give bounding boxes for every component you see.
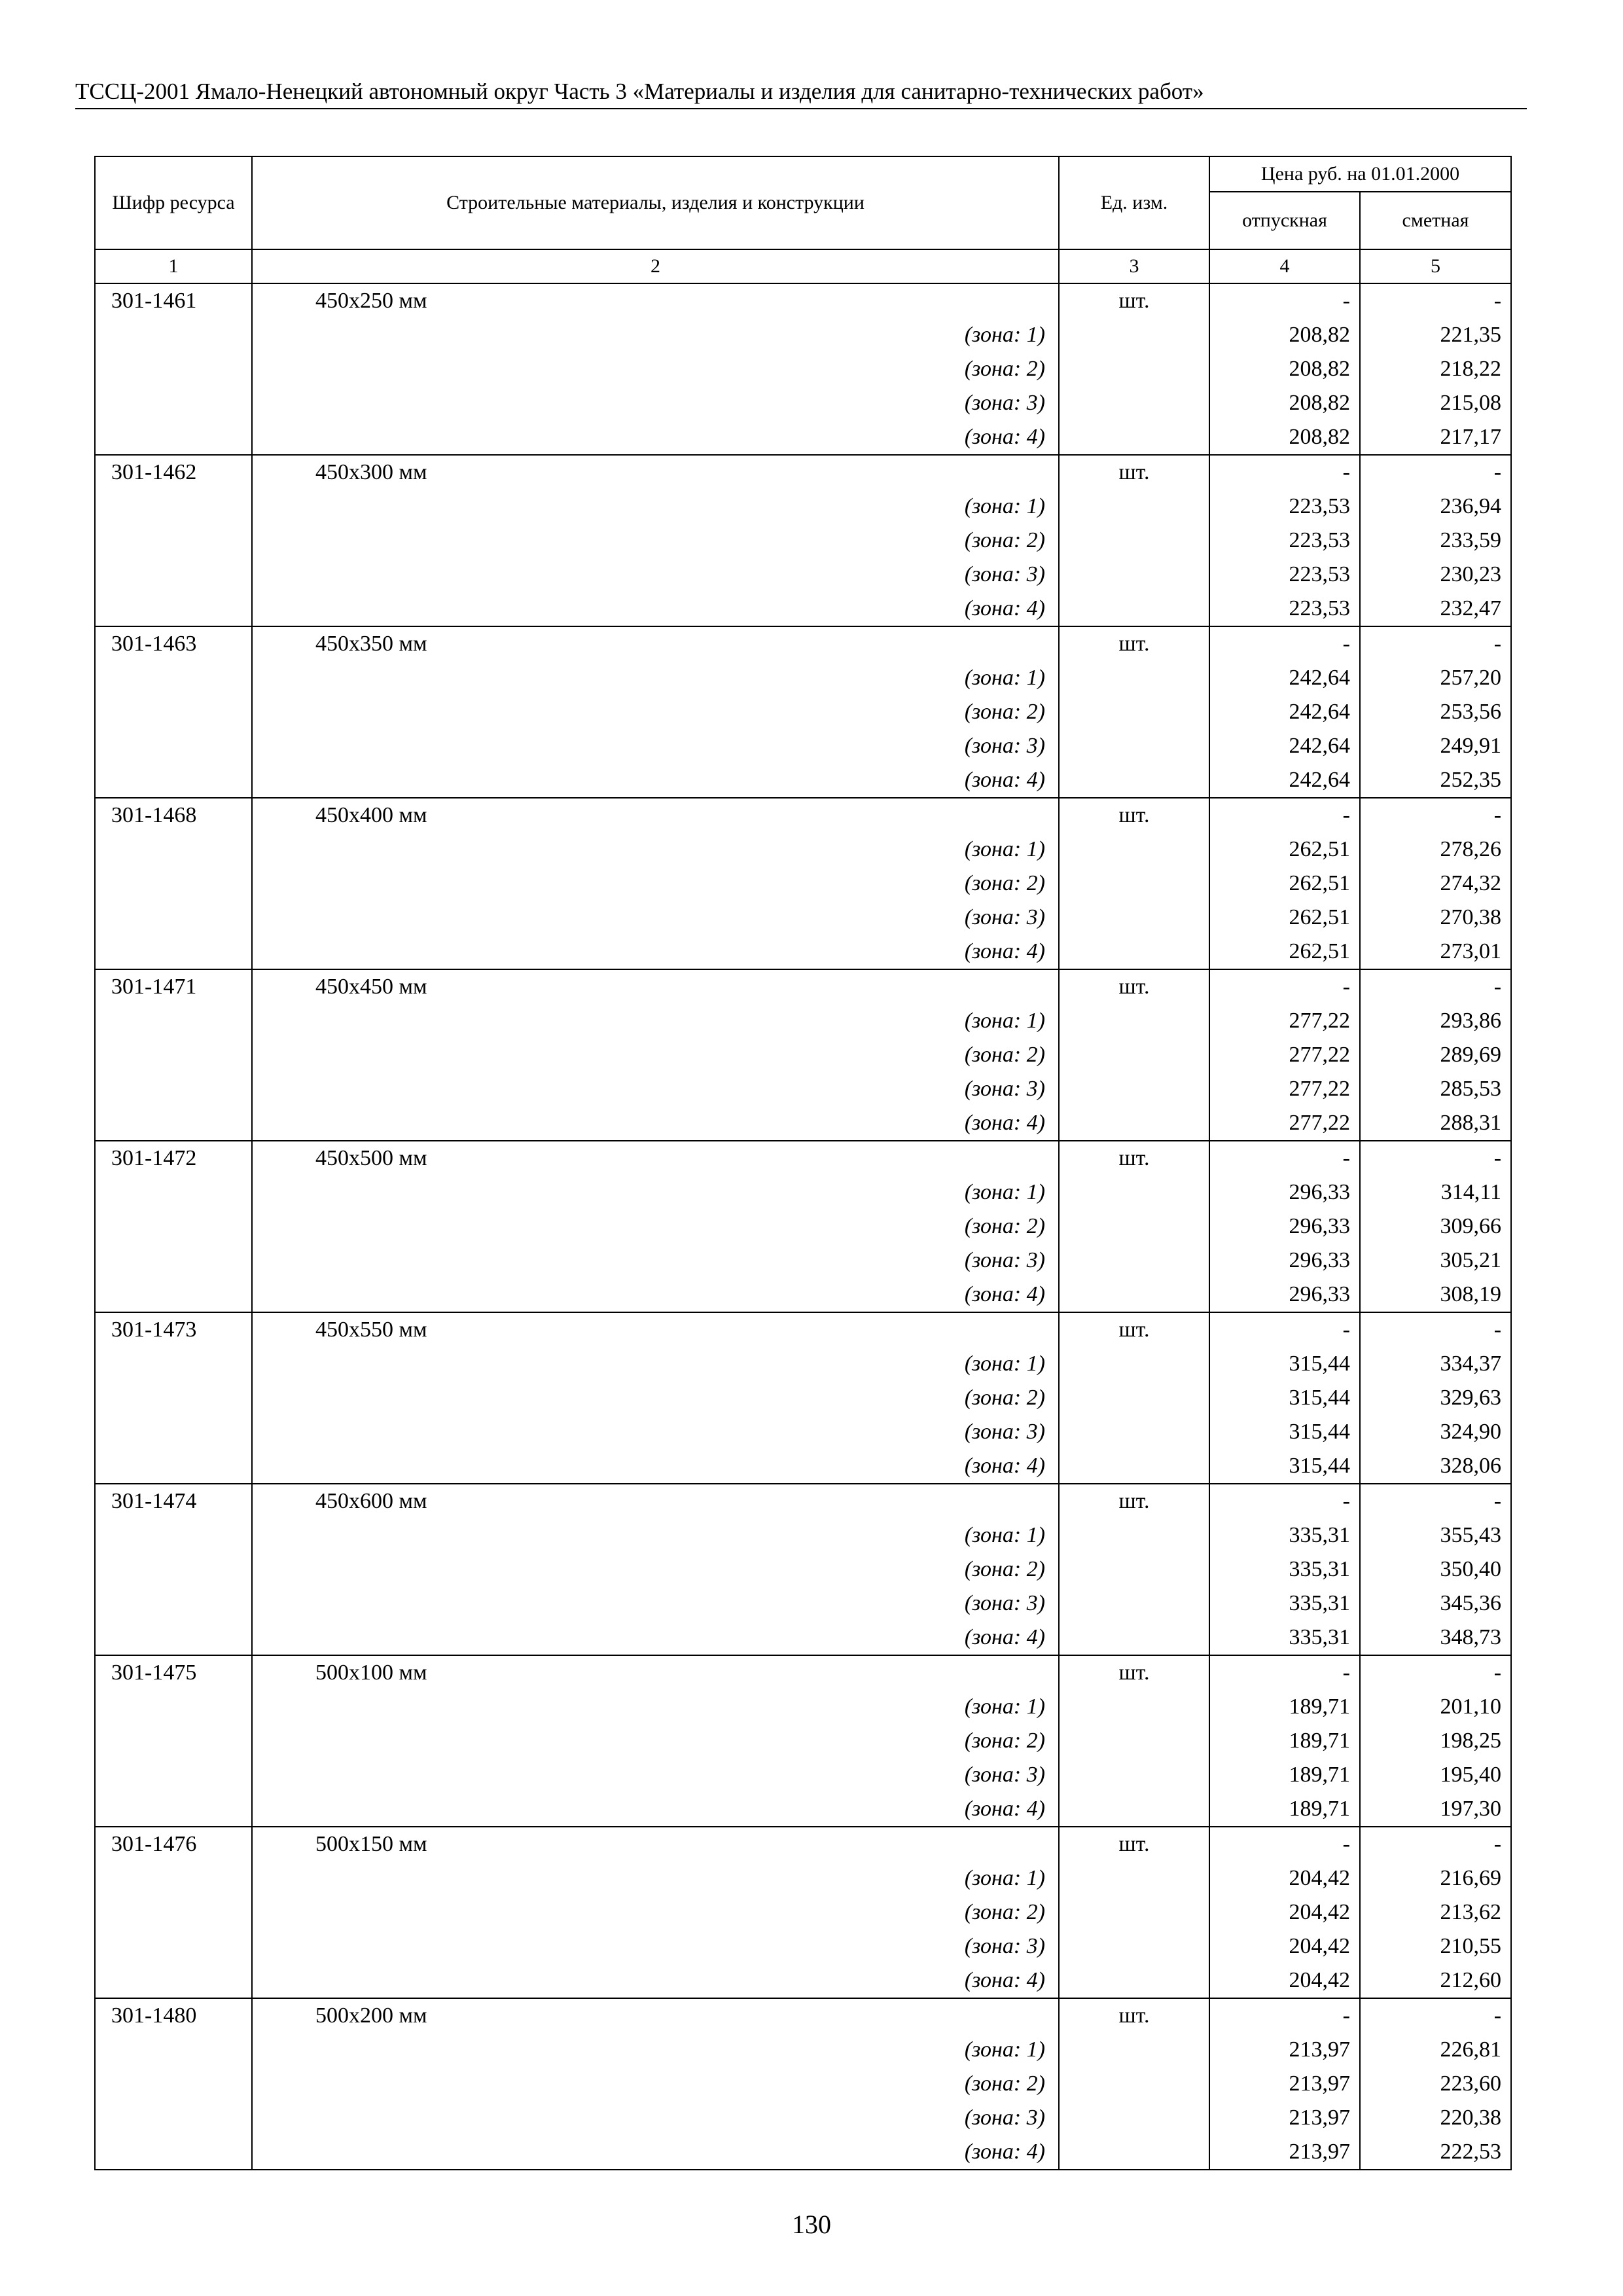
release-price: 223,53 bbox=[1289, 562, 1350, 586]
zone-label: (зона: 2) bbox=[964, 1729, 1045, 1753]
estimate-price: 222,53 bbox=[1440, 2140, 1502, 2164]
table-row bbox=[95, 1484, 1511, 1655]
release-price-cell bbox=[1209, 1312, 1360, 1484]
estimate-price: 210,55 bbox=[1440, 1934, 1502, 1958]
table-row bbox=[95, 1827, 1511, 1998]
zone-label: (зона: 3) bbox=[964, 562, 1045, 586]
zone-label: (зона: 3) bbox=[964, 905, 1045, 929]
resource-code-cell bbox=[95, 1998, 252, 2170]
release-price-cell bbox=[1209, 1998, 1360, 2170]
resource-code-cell bbox=[95, 798, 252, 969]
table-row bbox=[95, 626, 1511, 798]
release-price: 277,22 bbox=[1289, 1009, 1350, 1033]
unit-value: шт. bbox=[1118, 1146, 1150, 1170]
estimate-price: 285,53 bbox=[1440, 1077, 1502, 1101]
resource-code-cell bbox=[95, 626, 252, 798]
zone-label: (зона: 1) bbox=[964, 1009, 1045, 1033]
resource-code-cell bbox=[95, 1484, 252, 1655]
price-table bbox=[94, 156, 1512, 2170]
resource-code-cell bbox=[95, 1827, 252, 1998]
unit-value: шт. bbox=[1118, 803, 1150, 827]
estimate-price: 329,63 bbox=[1440, 1386, 1502, 1410]
material-name-cell bbox=[252, 1655, 1059, 1827]
release-price: 189,71 bbox=[1289, 1763, 1350, 1787]
estimate-price: 345,36 bbox=[1440, 1591, 1502, 1615]
zone-label: (зона: 3) bbox=[964, 734, 1045, 758]
release-price-cell bbox=[1209, 798, 1360, 969]
release-price: 262,51 bbox=[1289, 837, 1350, 861]
release-price: 315,44 bbox=[1289, 1454, 1350, 1478]
release-price: 242,64 bbox=[1289, 734, 1350, 758]
estimate-price-cell bbox=[1360, 798, 1511, 969]
material-name: 450x400 мм bbox=[315, 803, 427, 827]
material-name: 450x250 мм bbox=[315, 289, 427, 313]
unit-cell bbox=[1059, 1141, 1209, 1312]
release-price: 262,51 bbox=[1289, 905, 1350, 929]
zone-label: (зона: 3) bbox=[964, 2106, 1045, 2130]
release-price: - bbox=[1342, 289, 1350, 313]
resource-code-cell bbox=[95, 1655, 252, 1827]
material-name: 450x350 мм bbox=[315, 632, 427, 656]
unit-value: шт. bbox=[1118, 460, 1150, 484]
material-name-cell bbox=[252, 1312, 1059, 1484]
unit-value: шт. bbox=[1118, 289, 1150, 313]
unit-cell bbox=[1059, 283, 1209, 455]
release-price-cell bbox=[1209, 283, 1360, 455]
table-row bbox=[95, 455, 1511, 626]
zone-label: (зона: 3) bbox=[964, 1248, 1045, 1272]
estimate-price-cell bbox=[1360, 1141, 1511, 1312]
release-price: - bbox=[1342, 1832, 1350, 1856]
estimate-price: 232,47 bbox=[1440, 596, 1502, 620]
column-number: 5 bbox=[1360, 249, 1511, 283]
table-row bbox=[95, 1998, 1511, 2170]
zone-label: (зона: 1) bbox=[964, 1695, 1045, 1719]
estimate-price: 215,08 bbox=[1440, 391, 1502, 415]
material-name-cell bbox=[252, 1141, 1059, 1312]
release-price: 296,33 bbox=[1289, 1214, 1350, 1238]
resource-code: 301-1468 bbox=[111, 803, 197, 827]
resource-code-cell bbox=[95, 969, 252, 1141]
resource-code: 301-1462 bbox=[111, 460, 197, 484]
zone-label: (зона: 3) bbox=[964, 1420, 1045, 1444]
zone-label: (зона: 4) bbox=[964, 768, 1045, 792]
estimate-price: 213,62 bbox=[1440, 1900, 1502, 1924]
estimate-price: 198,25 bbox=[1440, 1729, 1502, 1753]
estimate-price: 355,43 bbox=[1440, 1523, 1502, 1547]
release-price: 277,22 bbox=[1289, 1111, 1350, 1135]
release-price: 296,33 bbox=[1289, 1180, 1350, 1204]
table-row bbox=[95, 969, 1511, 1141]
zone-label: (зона: 1) bbox=[964, 494, 1045, 518]
release-price: 189,71 bbox=[1289, 1797, 1350, 1821]
estimate-price: 197,30 bbox=[1440, 1797, 1502, 1821]
release-price: 277,22 bbox=[1289, 1077, 1350, 1101]
release-price-cell bbox=[1209, 1484, 1360, 1655]
material-name: 500x150 мм bbox=[315, 1832, 427, 1856]
zone-label: (зона: 3) bbox=[964, 1934, 1045, 1958]
column-header-release: отпускная bbox=[1209, 192, 1360, 249]
unit-cell bbox=[1059, 455, 1209, 626]
release-price: - bbox=[1342, 2003, 1350, 2028]
resource-code: 301-1476 bbox=[111, 1832, 197, 1856]
estimate-price: 270,38 bbox=[1440, 905, 1502, 929]
estimate-price: 293,86 bbox=[1440, 1009, 1502, 1033]
release-price: 204,42 bbox=[1289, 1968, 1350, 1992]
estimate-price: 230,23 bbox=[1440, 562, 1502, 586]
zone-label: (зона: 1) bbox=[964, 2037, 1045, 2062]
zone-label: (зона: 1) bbox=[964, 1866, 1045, 1890]
resource-code-cell bbox=[95, 1312, 252, 1484]
zone-label: (зона: 4) bbox=[964, 939, 1045, 963]
release-price: 213,97 bbox=[1289, 2037, 1350, 2062]
resource-code: 301-1474 bbox=[111, 1489, 197, 1513]
release-price: - bbox=[1342, 632, 1350, 656]
unit-value: шт. bbox=[1118, 975, 1150, 999]
estimate-price: 274,32 bbox=[1440, 871, 1502, 895]
release-price: 242,64 bbox=[1289, 666, 1350, 690]
unit-cell bbox=[1059, 798, 1209, 969]
zone-label: (зона: 2) bbox=[964, 1214, 1045, 1238]
release-price: - bbox=[1342, 975, 1350, 999]
estimate-price: 350,40 bbox=[1440, 1557, 1502, 1581]
release-price-cell bbox=[1209, 1655, 1360, 1827]
table-row bbox=[95, 1141, 1511, 1312]
zone-label: (зона: 2) bbox=[964, 1900, 1045, 1924]
release-price: 208,82 bbox=[1289, 323, 1350, 347]
estimate-price: 201,10 bbox=[1440, 1695, 1502, 1719]
zone-label: (зона: 4) bbox=[964, 1968, 1045, 1992]
estimate-price: - bbox=[1493, 460, 1502, 484]
release-price: 189,71 bbox=[1289, 1729, 1350, 1753]
estimate-price: 226,81 bbox=[1440, 2037, 1502, 2062]
table-row bbox=[95, 283, 1511, 455]
zone-label: (зона: 3) bbox=[964, 1763, 1045, 1787]
release-price: - bbox=[1342, 1660, 1350, 1685]
release-price: 315,44 bbox=[1289, 1386, 1350, 1410]
material-name: 450x500 мм bbox=[315, 1146, 427, 1170]
table-row bbox=[95, 1655, 1511, 1827]
column-number: 2 bbox=[252, 249, 1059, 283]
column-header-unit: Ед. изм. bbox=[1059, 156, 1209, 249]
column-header-estimate: сметная bbox=[1360, 192, 1511, 249]
release-price: 204,42 bbox=[1289, 1900, 1350, 1924]
estimate-price: 278,26 bbox=[1440, 837, 1502, 861]
estimate-price: 324,90 bbox=[1440, 1420, 1502, 1444]
column-header-price: Цена руб. на 01.01.2000 bbox=[1209, 156, 1511, 192]
estimate-price-cell bbox=[1360, 1484, 1511, 1655]
material-name-cell bbox=[252, 1484, 1059, 1655]
column-number: 1 bbox=[95, 249, 252, 283]
zone-label: (зона: 1) bbox=[964, 1180, 1045, 1204]
estimate-price: - bbox=[1493, 632, 1502, 656]
estimate-price: 223,60 bbox=[1440, 2072, 1502, 2096]
release-price: 242,64 bbox=[1289, 700, 1350, 724]
release-price: 208,82 bbox=[1289, 425, 1350, 449]
release-price: 204,42 bbox=[1289, 1866, 1350, 1890]
zone-label: (зона: 3) bbox=[964, 391, 1045, 415]
zone-label: (зона: 4) bbox=[964, 1625, 1045, 1649]
zone-label: (зона: 2) bbox=[964, 871, 1045, 895]
release-price: 213,97 bbox=[1289, 2140, 1350, 2164]
release-price: 335,31 bbox=[1289, 1591, 1350, 1615]
release-price: 223,53 bbox=[1289, 528, 1350, 552]
estimate-price-cell bbox=[1360, 626, 1511, 798]
release-price: 296,33 bbox=[1289, 1282, 1350, 1306]
estimate-price: - bbox=[1493, 2003, 1502, 2028]
estimate-price: 257,20 bbox=[1440, 666, 1502, 690]
estimate-price: 216,69 bbox=[1440, 1866, 1502, 1890]
zone-label: (зона: 4) bbox=[964, 425, 1045, 449]
release-price: 335,31 bbox=[1289, 1523, 1350, 1547]
resource-code-cell bbox=[95, 283, 252, 455]
material-name-cell bbox=[252, 798, 1059, 969]
zone-label: (зона: 1) bbox=[964, 1523, 1045, 1547]
page-number: 130 bbox=[792, 2210, 831, 2239]
estimate-price: 252,35 bbox=[1440, 768, 1502, 792]
estimate-price: 218,22 bbox=[1440, 357, 1502, 381]
zone-label: (зона: 4) bbox=[964, 1111, 1045, 1135]
estimate-price: 253,56 bbox=[1440, 700, 1502, 724]
price-table-body bbox=[95, 283, 1511, 2170]
release-price: 213,97 bbox=[1289, 2072, 1350, 2096]
zone-label: (зона: 1) bbox=[964, 666, 1045, 690]
unit-cell bbox=[1059, 1312, 1209, 1484]
resource-code: 301-1473 bbox=[111, 1318, 197, 1342]
estimate-price: 212,60 bbox=[1440, 1968, 1502, 1992]
release-price: - bbox=[1342, 460, 1350, 484]
release-price: 262,51 bbox=[1289, 871, 1350, 895]
release-price: 262,51 bbox=[1289, 939, 1350, 963]
material-name-cell bbox=[252, 1827, 1059, 1998]
release-price: 223,53 bbox=[1289, 596, 1350, 620]
estimate-price: - bbox=[1493, 1660, 1502, 1685]
material-name-cell bbox=[252, 1998, 1059, 2170]
estimate-price: - bbox=[1493, 1318, 1502, 1342]
unit-cell bbox=[1059, 626, 1209, 798]
estimate-price: - bbox=[1493, 1832, 1502, 1856]
estimate-price: 221,35 bbox=[1440, 323, 1502, 347]
material-name: 450x600 мм bbox=[315, 1489, 427, 1513]
estimate-price: 195,40 bbox=[1440, 1763, 1502, 1787]
estimate-price: 217,17 bbox=[1440, 425, 1502, 449]
unit-cell bbox=[1059, 1484, 1209, 1655]
release-price: 296,33 bbox=[1289, 1248, 1350, 1272]
resource-code: 301-1461 bbox=[111, 289, 197, 313]
material-name: 450x550 мм bbox=[315, 1318, 427, 1342]
unit-value: шт. bbox=[1118, 1832, 1150, 1856]
zone-label: (зона: 3) bbox=[964, 1077, 1045, 1101]
resource-code: 301-1471 bbox=[111, 975, 197, 999]
zone-label: (зона: 1) bbox=[964, 837, 1045, 861]
unit-value: шт. bbox=[1118, 1660, 1150, 1685]
zone-label: (зона: 4) bbox=[964, 1797, 1045, 1821]
release-price: 208,82 bbox=[1289, 357, 1350, 381]
zone-label: (зона: 2) bbox=[964, 528, 1045, 552]
estimate-price: 288,31 bbox=[1440, 1111, 1502, 1135]
resource-code-cell bbox=[95, 455, 252, 626]
estimate-price: 328,06 bbox=[1440, 1454, 1502, 1478]
zone-label: (зона: 2) bbox=[964, 700, 1045, 724]
release-price-cell bbox=[1209, 455, 1360, 626]
release-price: 208,82 bbox=[1289, 391, 1350, 415]
material-name-cell bbox=[252, 626, 1059, 798]
estimate-price: 348,73 bbox=[1440, 1625, 1502, 1649]
release-price-cell bbox=[1209, 1827, 1360, 1998]
release-price: 315,44 bbox=[1289, 1420, 1350, 1444]
estimate-price: - bbox=[1493, 1489, 1502, 1513]
estimate-price: 249,91 bbox=[1440, 734, 1502, 758]
release-price: - bbox=[1342, 803, 1350, 827]
zone-label: (зона: 4) bbox=[964, 1454, 1045, 1478]
estimate-price-cell bbox=[1360, 283, 1511, 455]
estimate-price: 236,94 bbox=[1440, 494, 1502, 518]
zone-label: (зона: 1) bbox=[964, 1352, 1045, 1376]
column-header-code: Шифр ресурса bbox=[95, 156, 252, 249]
material-name-cell bbox=[252, 455, 1059, 626]
unit-cell bbox=[1059, 1998, 1209, 2170]
estimate-price: - bbox=[1493, 289, 1502, 313]
estimate-price-cell bbox=[1360, 1998, 1511, 2170]
release-price: 242,64 bbox=[1289, 768, 1350, 792]
zone-label: (зона: 2) bbox=[964, 1557, 1045, 1581]
material-name-cell bbox=[252, 283, 1059, 455]
release-price-cell bbox=[1209, 626, 1360, 798]
estimate-price: 314,11 bbox=[1440, 1180, 1502, 1204]
zone-label: (зона: 4) bbox=[964, 596, 1045, 620]
release-price: 189,71 bbox=[1289, 1695, 1350, 1719]
estimate-price: 233,59 bbox=[1440, 528, 1502, 552]
column-header-name: Строительные материалы, изделия и конструкции bbox=[252, 156, 1059, 249]
material-name: 450x300 мм bbox=[315, 460, 427, 484]
estimate-price: 334,37 bbox=[1440, 1352, 1502, 1376]
estimate-price: 220,38 bbox=[1440, 2106, 1502, 2130]
release-price: 315,44 bbox=[1289, 1352, 1350, 1376]
release-price-cell bbox=[1209, 1141, 1360, 1312]
estimate-price-cell bbox=[1360, 1827, 1511, 1998]
estimate-price-cell bbox=[1360, 1655, 1511, 1827]
zone-label: (зона: 2) bbox=[964, 1386, 1045, 1410]
estimate-price: 308,19 bbox=[1440, 1282, 1502, 1306]
zone-label: (зона: 4) bbox=[964, 1282, 1045, 1306]
resource-code-cell bbox=[95, 1141, 252, 1312]
release-price: - bbox=[1342, 1489, 1350, 1513]
material-name-cell bbox=[252, 969, 1059, 1141]
estimate-price: 305,21 bbox=[1440, 1248, 1502, 1272]
zone-label: (зона: 2) bbox=[964, 2072, 1045, 2096]
zone-label: (зона: 2) bbox=[964, 1043, 1045, 1067]
release-price: - bbox=[1342, 1146, 1350, 1170]
release-price-cell bbox=[1209, 969, 1360, 1141]
table-row bbox=[95, 1312, 1511, 1484]
release-price: 335,31 bbox=[1289, 1625, 1350, 1649]
release-price: 213,97 bbox=[1289, 2106, 1350, 2130]
unit-value: шт. bbox=[1118, 1489, 1150, 1513]
estimate-price: - bbox=[1493, 803, 1502, 827]
estimate-price: 289,69 bbox=[1440, 1043, 1502, 1067]
table-row bbox=[95, 798, 1511, 969]
estimate-price-cell bbox=[1360, 969, 1511, 1141]
document-header: ТССЦ-2001 Ямало-Ненецкий автономный округ Часть 3 «Материалы и изделия для санитарно-технических работ» bbox=[75, 77, 1527, 109]
estimate-price: 309,66 bbox=[1440, 1214, 1502, 1238]
unit-cell bbox=[1059, 969, 1209, 1141]
resource-code: 301-1475 bbox=[111, 1660, 197, 1685]
unit-cell bbox=[1059, 1827, 1209, 1998]
column-number: 4 bbox=[1209, 249, 1360, 283]
release-price: 277,22 bbox=[1289, 1043, 1350, 1067]
release-price: 223,53 bbox=[1289, 494, 1350, 518]
estimate-price: 273,01 bbox=[1440, 939, 1502, 963]
resource-code: 301-1480 bbox=[111, 2003, 197, 2028]
unit-value: шт. bbox=[1118, 2003, 1150, 2028]
release-price: 335,31 bbox=[1289, 1557, 1350, 1581]
column-number: 3 bbox=[1059, 249, 1209, 283]
unit-cell bbox=[1059, 1655, 1209, 1827]
estimate-price-cell bbox=[1360, 1312, 1511, 1484]
material-name: 500x200 мм bbox=[315, 2003, 427, 2028]
estimate-price: - bbox=[1493, 975, 1502, 999]
estimate-price-cell bbox=[1360, 455, 1511, 626]
material-name: 450x450 мм bbox=[315, 975, 427, 999]
release-price: 204,42 bbox=[1289, 1934, 1350, 1958]
release-price: - bbox=[1342, 1318, 1350, 1342]
zone-label: (зона: 2) bbox=[964, 357, 1045, 381]
zone-label: (зона: 1) bbox=[964, 323, 1045, 347]
estimate-price: - bbox=[1493, 1146, 1502, 1170]
zone-label: (зона: 4) bbox=[964, 2140, 1045, 2164]
resource-code: 301-1463 bbox=[111, 632, 197, 656]
resource-code: 301-1472 bbox=[111, 1146, 197, 1170]
material-name: 500x100 мм bbox=[315, 1660, 427, 1685]
zone-label: (зона: 3) bbox=[964, 1591, 1045, 1615]
unit-value: шт. bbox=[1118, 632, 1150, 656]
unit-value: шт. bbox=[1118, 1318, 1150, 1342]
